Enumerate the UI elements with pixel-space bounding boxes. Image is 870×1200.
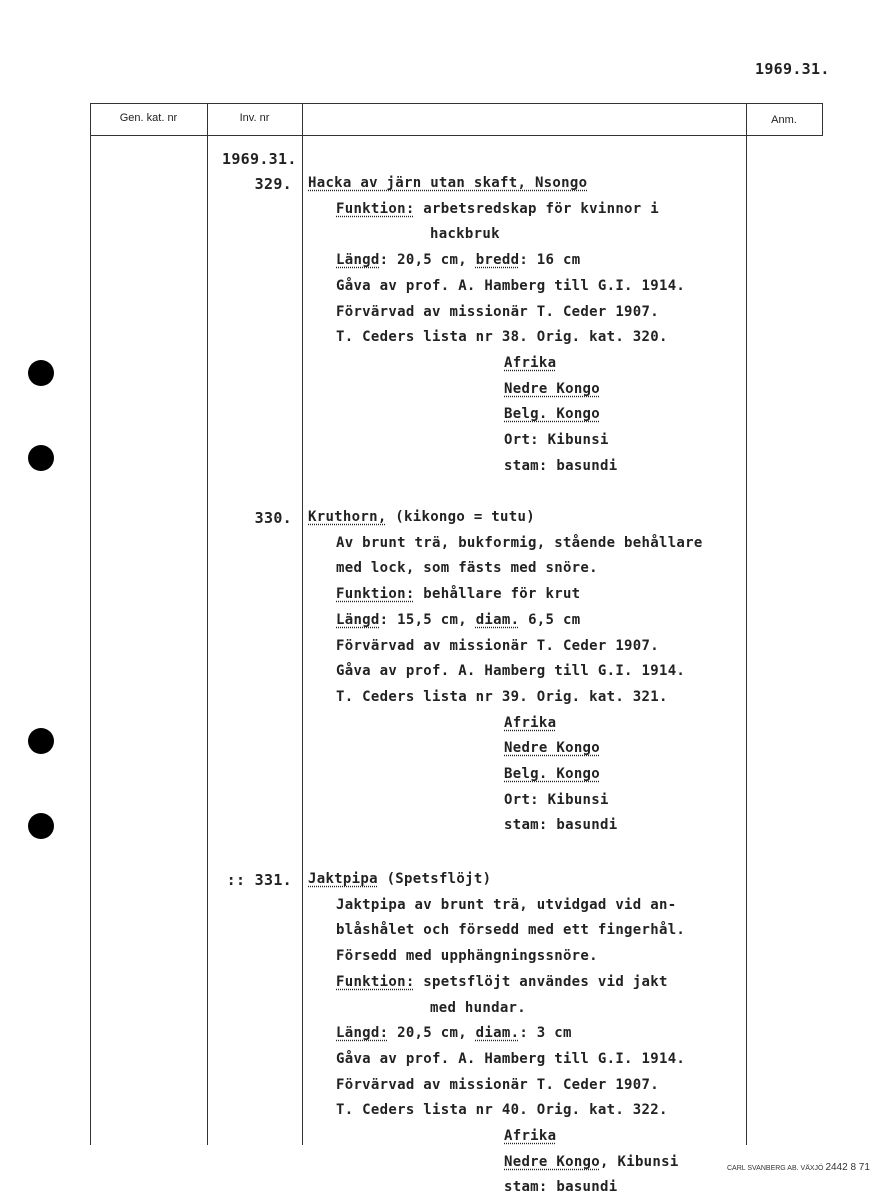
punch-hole [28,445,54,471]
text-segment: (Spetsflöjt) [377,871,492,887]
description-line [336,586,580,602]
text-segment: : 16 cm [519,252,581,269]
text-segment: Ort: Kibunsi [504,432,609,448]
text-segment: 6,5 cm [519,611,581,628]
region-line [504,792,609,808]
underlined-text: Funktion: [336,586,415,603]
text-segment: med lock, som fästs med snöre. [336,560,598,577]
region-line [504,817,617,833]
text-segment: , Kibunsi [600,1153,679,1170]
underlined-text: Hacka av järn utan skaft, Nsongo [308,175,588,191]
punch-hole [28,360,54,386]
text-segment: Av brunt trä, bukformig, stående behållare [336,534,703,551]
description-line [336,922,685,938]
description-line [336,1102,668,1118]
collection-number: 1969.31. [222,150,297,168]
region-line [504,355,556,371]
description-line [336,329,668,345]
inv-number: 330. [254,509,292,527]
inv-number: 329. [254,175,292,193]
description-line [336,201,659,217]
description-line [336,1051,685,1067]
column-divider [90,103,91,1145]
underlined-text: Funktion: [336,973,415,990]
description-line [336,897,676,913]
text-segment: : 20,5 cm, [379,252,476,269]
description-line [336,1025,572,1041]
entry-title [308,509,535,525]
text-segment: Ort: Kibunsi [504,791,609,808]
text-segment: stam: basundi [504,1179,618,1196]
text-segment: : 15,5 cm, [379,611,476,628]
text-segment: blåshålet och försedd med ett fingerhål. [336,922,686,939]
text-segment: : 3 cm [519,1025,572,1042]
description-line [430,226,500,242]
text-segment: behållare för krut [414,586,581,603]
underlined-text: Nedre Kongo [504,740,601,757]
header-anm: Anm. [771,114,797,126]
column-divider [822,103,823,135]
text-segment: Gåva av prof. A. Hamberg till G.I. 1914. [336,663,686,680]
column-divider [746,103,747,1145]
description-line [336,1077,659,1093]
text-segment: Förvärvad av missionär T. Ceder 1907. [336,637,659,654]
region-line [504,740,600,756]
region-line [504,406,600,422]
description-line [336,663,685,679]
text-segment: (kikongo = tutu) [386,509,535,525]
text-segment: 20,5 cm, [388,1025,476,1042]
region-line [504,1128,556,1144]
description-line [336,948,598,964]
underlined-text: Kruthorn, [308,509,387,525]
text-segment: spetsflöjt användes vid jakt [414,973,668,990]
underlined-text: Afrika [504,714,557,731]
region-line [504,381,600,397]
description-line [430,1000,526,1016]
header-gen-kat-nr: Gen. kat. nr [119,112,178,124]
entry-title [308,175,587,191]
region-line [504,1179,617,1195]
punch-hole [28,813,54,839]
page-reference: 1969.31. [755,60,830,78]
text-segment: arbetsredskap för kvinnor i [414,200,659,217]
text-segment: T. Ceders lista nr 38. Orig. kat. 320. [336,329,668,346]
text-segment: T. Ceders lista nr 40. Orig. kat. 322. [336,1102,668,1119]
description-line [336,560,598,576]
entry-title [308,871,491,887]
description-line [336,252,580,268]
text-segment: hackbruk [430,226,500,243]
underlined-text: Nedre Kongo [504,380,601,397]
underlined-text: Belg. Kongo [504,766,601,782]
text-segment: T. Ceders lista nr 39. Orig. kat. 321. [336,688,668,705]
underlined-text: Längd [336,611,380,628]
header-inv-nr: Inv. nr [239,112,270,124]
underlined-text: bredd [475,252,520,269]
underlined-text: Afrika [504,1128,557,1144]
region-line [504,1154,679,1170]
text-segment: Försedd med upphängningssnöre. [336,948,598,965]
text-segment: Jaktpipa av brunt trä, utvidgad vid an- [336,896,677,913]
text-segment: Förvärvad av missionär T. Ceder 1907. [336,1076,659,1093]
description-line [336,304,659,320]
underlined-text: Afrika [504,354,557,371]
underlined-text: Längd: [336,1025,389,1042]
underlined-text: Belg. Kongo [504,406,601,423]
underlined-text: Längd [336,252,380,269]
region-line [504,432,609,448]
text-segment: Gåva av prof. A. Hamberg till G.I. 1914. [336,1050,686,1067]
text-segment: med hundar. [430,999,527,1016]
underlined-text: diam. [475,1025,520,1042]
printer-name: CARL SVANBERG AB. VÄXJÖ [727,1165,824,1172]
column-divider [302,103,303,1145]
inv-number: :: 331. [226,871,292,889]
underlined-text: Nedre Kongo [504,1153,601,1170]
header-bottom-border [90,135,823,136]
table-top-border [90,103,823,104]
description-line [336,278,685,294]
punch-hole [28,728,54,754]
text-segment: stam: basundi [504,817,618,834]
region-line [504,715,556,731]
underlined-text: Funktion: [336,200,415,217]
underlined-text: Jaktpipa [308,871,378,887]
underlined-text: diam. [475,611,520,628]
description-line [336,638,659,654]
region-line [504,458,617,474]
description-line [336,689,668,705]
column-divider [207,103,208,1145]
text-segment: Förvärvad av missionär T. Ceder 1907. [336,303,659,320]
description-line [336,612,580,628]
description-line [336,535,703,551]
text-segment: Gåva av prof. A. Hamberg till G.I. 1914. [336,277,686,294]
region-line [504,766,600,782]
printer-imprint [727,1162,870,1173]
text-segment: stam: basundi [504,457,618,474]
form-number: 2442 8 71 [825,1162,870,1173]
description-line [336,974,668,990]
